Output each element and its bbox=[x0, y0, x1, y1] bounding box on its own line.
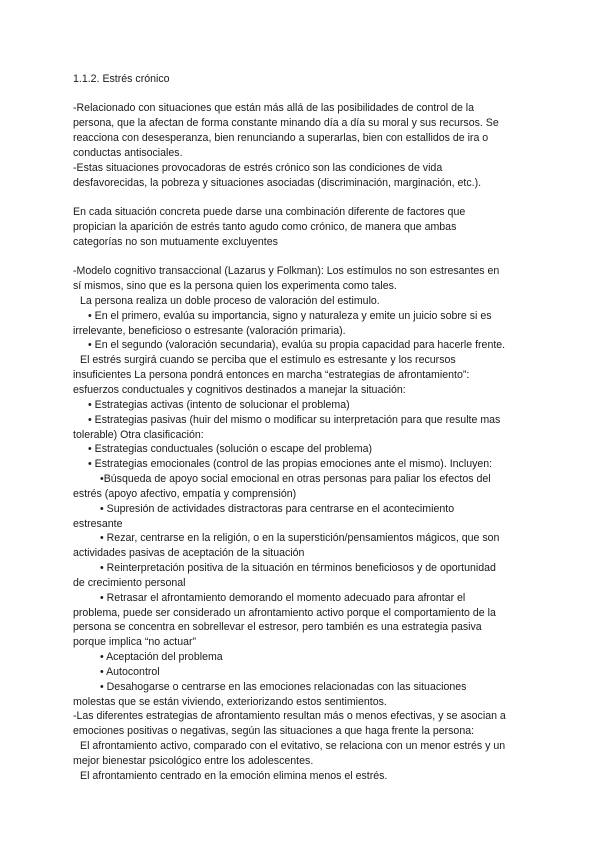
text-line: -Relacionado con situaciones que están más allá de las posibilidades de control de la bbox=[73, 102, 475, 114]
text-line: En cada situación concreta puede darse una combinación diferente de factores que bbox=[73, 206, 466, 218]
text-line: El afrontamiento activo, comparado con el evitativo, se relaciona con un menor estrés y un bbox=[80, 740, 506, 752]
text-line: categorías no son mutuamente excluyentes bbox=[73, 236, 278, 248]
text-line: reacciona con desesperanza, bien renunciando a superarlas, bien con estallidos de ira o bbox=[73, 132, 489, 144]
sub-bullet-item: • Rezar, centrarse en la religión, o en la superstición/pensamientos mágicos, que son bbox=[100, 532, 500, 544]
section-heading: 1.1.2. Estrés crónico bbox=[73, 73, 170, 85]
text-line: porque implica “no actuar” bbox=[73, 636, 197, 648]
sub-bullet-item: • Aceptación del problema bbox=[100, 651, 223, 663]
text-line: actividades pasivas de aceptación de la situación bbox=[73, 547, 305, 559]
text-line: molestas que se están viviendo, exteriorizando estos sentimientos. bbox=[73, 696, 387, 708]
bullet-item: • Estrategias emocionales (control de las propias emociones ante el mismo). Incluyen: bbox=[88, 458, 493, 470]
text-line: El afrontamiento centrado en la emoción elimina menos el estrés. bbox=[80, 770, 388, 782]
text-line: problema, puede ser considerado un afrontamiento activo porque el comportamiento de la bbox=[73, 607, 496, 619]
bullet-item: • Estrategias activas (intento de solucionar el problema) bbox=[88, 399, 350, 411]
text-line: La persona realiza un doble proceso de valoración del estimulo. bbox=[80, 295, 380, 307]
text-line: persona se concentra en sobrellevar el estresor, pero también es una estrategia pasiva bbox=[73, 621, 482, 633]
sub-bullet-item: • Reinterpretación positiva de la situación en términos beneficiosos y de oportunidad bbox=[100, 562, 496, 574]
text-line: esfuerzos conductuales y cognitivos destinados a manejar la situación: bbox=[73, 384, 406, 396]
bullet-item: • Estrategias conductuales (solución o escape del problema) bbox=[88, 443, 373, 455]
text-line: -Modelo cognitivo transaccional (Lazarus y Folkman): Los estímulos no son estresantes en bbox=[73, 265, 500, 277]
sub-bullet-item: • Autocontrol bbox=[100, 666, 160, 678]
text-line: de crecimiento personal bbox=[73, 577, 186, 589]
bullet-item: • En el primero, evalúa su importancia, signo y naturaleza y emite un juicio sobre si es bbox=[88, 310, 492, 322]
text-line: emociones positivas o negativas, según las situaciones a que haga frente la persona: bbox=[73, 725, 475, 737]
text-line: tolerable) Otra clasificación: bbox=[73, 429, 204, 441]
text-line: irrelevante, beneficioso o estresante (valoración primaria). bbox=[73, 325, 346, 337]
bullet-item: • En el segundo (valoración secundaria), evalúa su propia capacidad para hacerle frente. bbox=[88, 339, 506, 351]
text-line: propician la aparición de estrés tanto agudo como crónico, de manera que ambas bbox=[73, 221, 457, 233]
text-line: estrés (apoyo afectivo, empatía y comprensión) bbox=[73, 488, 297, 500]
text-line: sí mismos, sino que es la persona quien los experimenta como tales. bbox=[73, 280, 397, 292]
sub-bullet-item: • Desahogarse o centrarse en las emociones relacionadas con las situaciones bbox=[100, 681, 467, 693]
bullet-item: • Estrategias pasivas (huir del mismo o modificar su interpretación para que resulte mas bbox=[88, 414, 501, 426]
text-line: estresante bbox=[73, 518, 123, 530]
text-line: mejor bienestar psicológico entre los adolescentes. bbox=[73, 755, 314, 767]
text-line: El estrés surgirá cuando se perciba que el estímulo es estresante y los recursos bbox=[80, 354, 456, 366]
sub-bullet-item: •Búsqueda de apoyo social emocional en otras personas para paliar los efectos del bbox=[100, 473, 491, 485]
text-line: conductas antisociales. bbox=[73, 147, 183, 159]
text-line: -Las diferentes estrategias de afrontamiento resultan más o menos efectivas, y se asocian a bbox=[73, 710, 506, 722]
text-line: desfavorecidas, la pobreza y situaciones asociadas (discriminación, marginación, etc.). bbox=[73, 177, 482, 189]
text-line: persona, que la afectan de forma constante minando día a día su moral y sus recursos. Se bbox=[73, 117, 499, 129]
sub-bullet-item: • Retrasar el afrontamiento demorando el momento adecuado para afrontar el bbox=[100, 592, 466, 604]
text-line: -Estas situaciones provocadoras de estrés crónico son las condiciones de vida bbox=[73, 162, 443, 174]
text-line: insuficientes La persona pondrá entonces en marcha “estrategias de afrontamiento”: bbox=[73, 369, 470, 381]
sub-bullet-item: • Supresión de actividades distractoras para centrarse en el acontecimiento bbox=[100, 503, 455, 515]
